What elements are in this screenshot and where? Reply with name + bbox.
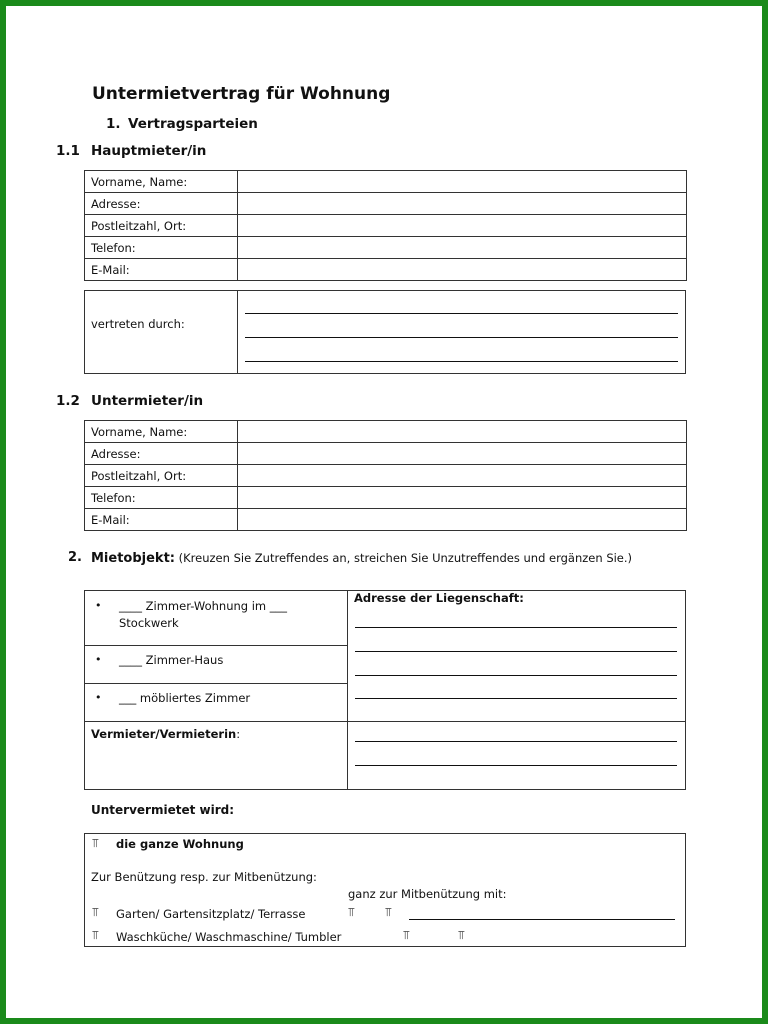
rental-object-table (84, 590, 686, 790)
field-label: Postleitzahl, Ort: (85, 215, 238, 237)
sublet-heading: Untervermietet wird: (91, 803, 235, 817)
table-row (85, 237, 687, 259)
table-row (85, 193, 687, 215)
laundry-label: Waschküche/ Waschmaschine/ Tumbler (116, 930, 342, 944)
address-input-cell[interactable] (238, 443, 687, 465)
fill-line[interactable] (355, 651, 677, 652)
zip-input-cell[interactable] (238, 215, 687, 237)
sub-1-1-heading: Hauptmieter/in (91, 143, 207, 159)
field-label: E-Mail: (85, 259, 238, 281)
represented-by-box (84, 290, 686, 374)
field-label: Adresse: (85, 443, 238, 465)
checkbox-icon[interactable]: ⫪ (92, 836, 98, 850)
fill-line[interactable] (355, 627, 677, 628)
field-label: Adresse: (85, 193, 238, 215)
phone-input-cell[interactable] (238, 237, 687, 259)
table-row (85, 465, 687, 487)
field-label: Vorname, Name: (85, 421, 238, 443)
bullet-icon: • (95, 691, 102, 704)
checkbox-icon[interactable]: ⫪ (458, 928, 464, 942)
sub-1-2-number: 1.2 (56, 393, 80, 409)
columns-label: ganz zur Mitbenützung mit: (348, 887, 507, 901)
section-1-heading: Vertragsparteien (128, 116, 258, 132)
field-label: Telefon: (85, 487, 238, 509)
fill-line[interactable] (355, 741, 677, 742)
zip-input-cell[interactable] (238, 465, 687, 487)
divider (85, 721, 685, 722)
fill-line[interactable] (245, 361, 678, 362)
field-label: E-Mail: (85, 509, 238, 531)
divider (347, 591, 348, 789)
sub-1-2-heading: Untermieter/in (91, 393, 204, 409)
property-address-label: Adresse der Liegenschaft: (354, 591, 524, 605)
represented-by-label: vertreten durch: (91, 317, 185, 331)
email-input-cell[interactable] (238, 259, 687, 281)
document-title: Untermietvertrag für Wohnung (92, 84, 391, 104)
landlord-colon: : (236, 727, 241, 741)
fill-line[interactable] (245, 337, 678, 338)
option-flat[interactable]: ____ Zimmer-Wohnung im ___ Stockwerk (119, 599, 288, 630)
divider (237, 291, 238, 373)
field-label: Postleitzahl, Ort: (85, 465, 238, 487)
subtenant-table (84, 420, 687, 531)
usage-label: Zur Benützung resp. zur Mitbenützung: (91, 870, 317, 884)
landlord-label: Vermieter/Vermieterin (91, 727, 237, 741)
option-room[interactable]: ___ möbliertes Zimmer (119, 691, 251, 705)
main-tenant-table (84, 170, 687, 281)
checkbox-icon[interactable]: ⫪ (348, 905, 354, 919)
fill-line[interactable] (355, 675, 677, 676)
option-house[interactable]: ____ Zimmer-Haus (119, 653, 224, 667)
table-row (85, 509, 687, 531)
fill-line[interactable] (409, 919, 675, 920)
table-row (85, 487, 687, 509)
table-row (85, 215, 687, 237)
field-label: Telefon: (85, 237, 238, 259)
name-input-cell[interactable] (238, 171, 687, 193)
checkbox-icon[interactable]: ⫪ (92, 928, 98, 942)
fill-line[interactable] (245, 313, 678, 314)
table-row (85, 171, 687, 193)
email-input-cell[interactable] (238, 509, 687, 531)
landlord-label-wrap (91, 727, 240, 741)
section-2-heading: Mietobjekt: (91, 551, 175, 566)
field-label: Vorname, Name: (85, 171, 238, 193)
fill-line[interactable] (355, 765, 677, 766)
sub-1-1-number: 1.1 (56, 143, 80, 159)
fill-line[interactable] (355, 698, 677, 699)
section-2-intro (91, 550, 681, 567)
garden-label: Garten/ Gartensitzplatz/ Terrasse (116, 907, 306, 921)
section-1-number: 1. (106, 116, 121, 132)
section-2-instruction: (Kreuzen Sie Zutreffendes an, streichen Sie Unzutreffendes und ergänzen Sie.) (178, 551, 633, 565)
checkbox-icon[interactable]: ⫪ (385, 905, 391, 919)
divider (85, 645, 347, 646)
divider (85, 683, 347, 684)
bullet-icon: • (95, 599, 102, 612)
table-row (85, 421, 687, 443)
whole-flat-label: die ganze Wohnung (116, 837, 244, 851)
checkbox-icon[interactable]: ⫪ (403, 928, 409, 942)
bullet-icon: • (95, 653, 102, 666)
section-2-number: 2. (68, 550, 82, 565)
address-input-cell[interactable] (238, 193, 687, 215)
phone-input-cell[interactable] (238, 487, 687, 509)
table-row (85, 443, 687, 465)
sublet-box (84, 833, 686, 947)
table-row (85, 259, 687, 281)
checkbox-icon[interactable]: ⫪ (92, 905, 98, 919)
name-input-cell[interactable] (238, 421, 687, 443)
